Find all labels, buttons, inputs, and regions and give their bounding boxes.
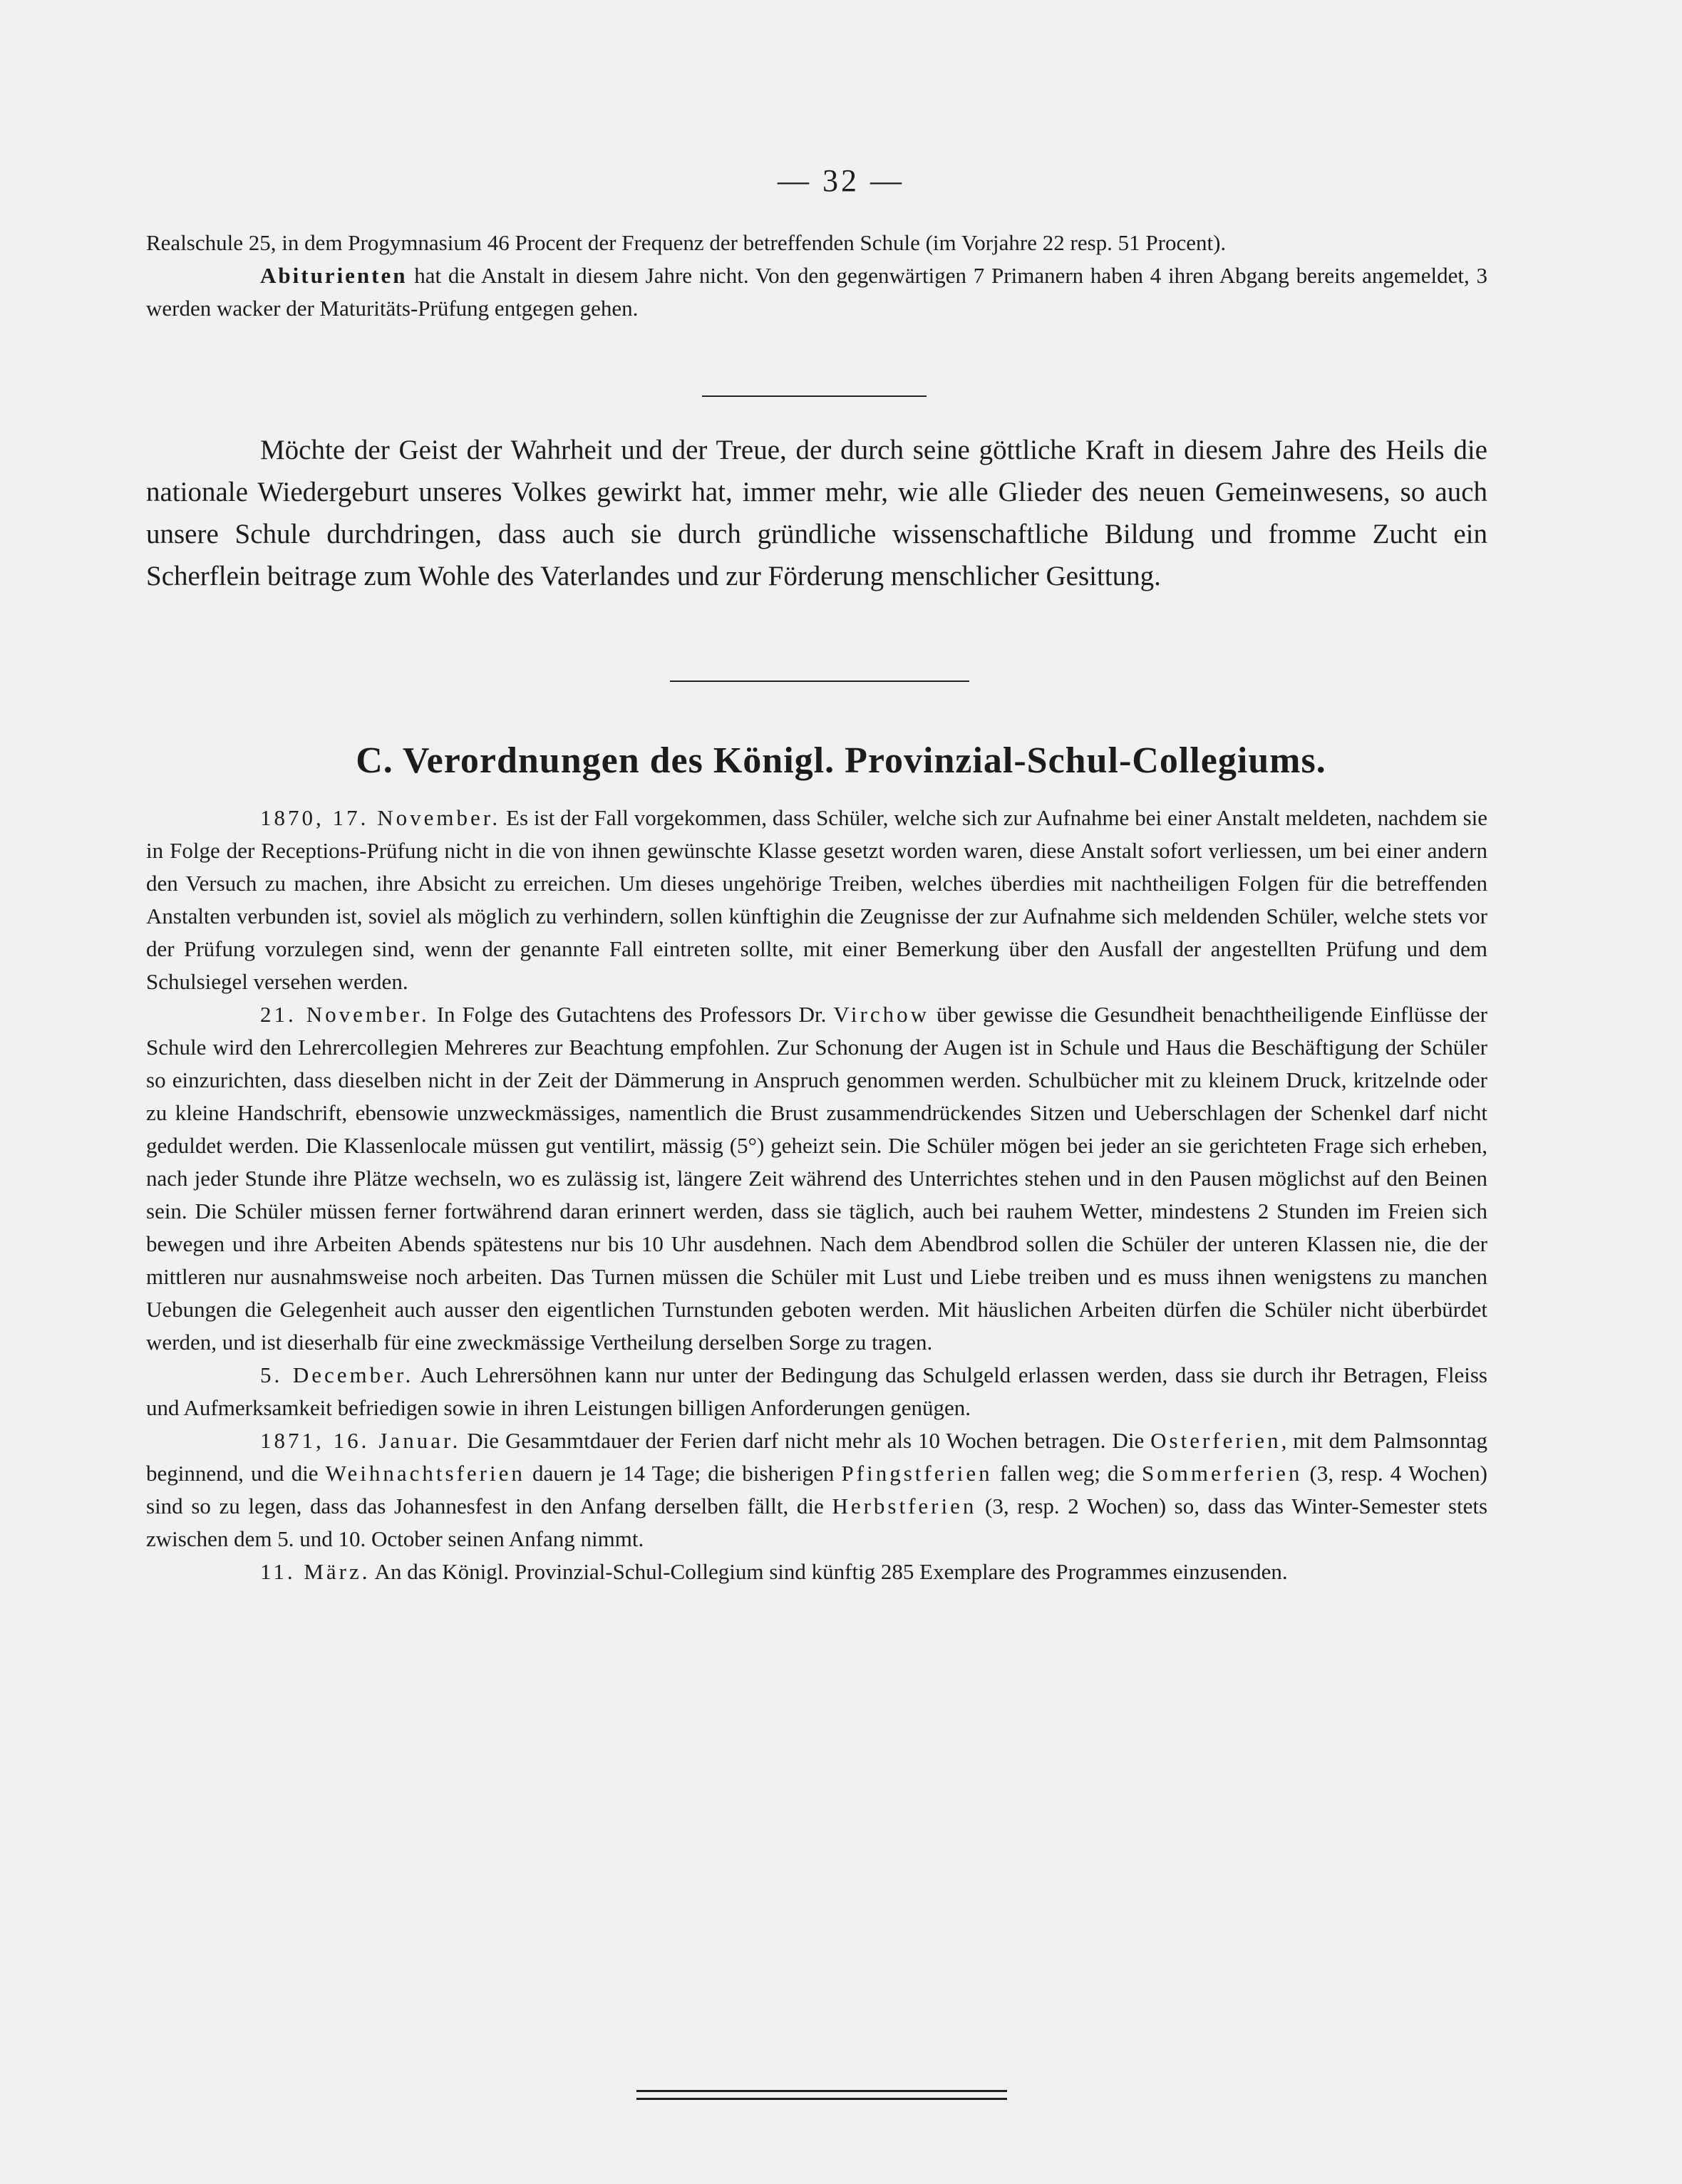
ordinance-text: , mit dem Palmsonntag beginnend, und die — [146, 1428, 1488, 1486]
ordinance-date: 5. December. — [260, 1362, 414, 1387]
ordinance-entry — [146, 1424, 1487, 1556]
closing-paragraph: Möchte der Geist der Wahrheit und der Treue, der durch seine göttliche Kraft in diesem Jahre des Heils die nationale Wiedergeburt unseres Volkes gewirkt hat, immer mehr, wie alle Glieder des neuen Gemeinwesens, so auch unsere Schule durchdringen, dass auch sie durch gründliche wissenschaftliche Bildung und fromme Zucht ein Scherflein beitrage zum Wohle des Vaterlandes und zur Förderung menschlicher Gesittung. — [146, 435, 1487, 591]
ordinance-text: Die Gesammtdauer der Ferien darf nicht mehr als 10 Wochen betragen. Die — [460, 1428, 1151, 1453]
page-number: — 32 — — [778, 163, 904, 198]
ordinance-text: Es ist der Fall vorgekommen, dass Schüler, welche sich zur Aufnahme bei einer Anstalt meldeten, nachdem sie in Folge der Receptions-Prüfung nicht in die von ihnen gewünschte Klasse gesetzt worden waren, diese Anstalt sofort verliessen, um bei einer andern den Versuch zu machen, ihre Absicht zu erreichen. Um dieses ungehörige Treiben, welches überdies mit nachtheiligen Folgen für die betreffenden Anstalten verbunden ist, soviel als möglich zu verhindern, sollen künftighin die Zeugnisse der zur Aufnahme sich meldenden Schüler, welche stets vor der Prüfung vorzulegen sind, wenn der genannte Fall eintreten sollte, mit einer Bemerkung über den Ausfall der angestellten Prüfung und dem Schulsiegel versehen werden. — [146, 805, 1488, 994]
ordinance-date: 11. März. — [260, 1559, 371, 1584]
ordinance-date: 21. November. — [260, 1002, 430, 1027]
ordinance-text: über gewisse die Gesundheit benachtheiligende Einflüsse der Schule wird den Lehrercollegien Mehreres zur Beachtung empfohlen. Zur Schonung der Augen ist in Schule und Haus die Beschäftigung der Schüler so einzurichten, dass dieselben nicht in der Zeit der Dämmerung in Anspruch genommen werden. Schulbücher mit zu kleinem Druck, kritzelnde oder zu kleine Handschrift, ebensowie unzweckmässiges, namentlich die Brust zusammendrückendes Sitzen und Ueberschlagen der Schenkel darf nicht geduldet werden. Die Klassenlocale müssen gut ventilirt, mässig (5°) geheizt sein. Die Schüler mögen bei jeder an sie gerichteten Frage sich erheben, nach jeder Stunde ihre Plätze wechseln, wo es zulässig ist, längere Zeit während des Unterrichtes stehen und in den Pausen möglichst auf den Beinen sein. Die Schüler müssen ferner fortwährend daran erinnert werden, dass sie täglich, auch bei rauhem Wetter, mindestens 2 Stunden im Freien sich bewegen und ihre Arbeiten Abends spätestens nur bis 10 Uhr ausdehnen. Nach dem Abendbrod sollen die Schüler der unteren Klassen nie, die der mittleren nur ausnahmsweise noch arbeiten. Das Turnen müssen die Schüler mit Lust und Liebe treiben und es muss ihnen wenigstens zu manchen Uebungen die Gelegenheit auch ausser den eigentlichen Turnstunden geboten werden. Mit häuslichen Arbeiten dürfen die Schüler nicht überbürdet werden, und ist dieserhalb für eine zweckmässige Vertheilung derselben Sorge zu tragen. — [146, 1002, 1487, 1355]
person-name: Virchow — [833, 1002, 929, 1027]
ordinance-text: fallen weg; die — [992, 1461, 1142, 1486]
holiday-term: Herbstferien — [832, 1494, 977, 1518]
ordinance-entry — [146, 802, 1487, 998]
holiday-term: Sommerferien — [1142, 1461, 1303, 1486]
abiturienten-text: hat die Anstalt in diesem Jahre nicht. Von den gegenwärtigen 7 Primanern haben 4 ihren Abgang bereits angemeldet, 3 werden wacker der Maturitäts-Prüfung entgegen gehen. — [146, 263, 1487, 321]
closing-wish — [146, 429, 1487, 597]
section-heading: C. Verordnungen des Königl. Provinzial-Schul-Collegiums. — [356, 740, 1326, 781]
holiday-term: Weihnachtsferien — [325, 1461, 525, 1486]
heading-divider — [670, 680, 969, 682]
intro-paragraph: Realschule 25, in dem Progymnasium 46 Procent der Frequenz der betreffenden Schule (im Vorjahre 22 resp. 51 Procent). — [146, 230, 1227, 255]
ordinance-entry — [146, 1556, 1487, 1588]
holiday-term: Osterferien — [1150, 1428, 1281, 1453]
holiday-term: Pfingstferien — [841, 1461, 993, 1486]
ordinance-entry — [146, 1359, 1487, 1424]
ordinance-text: An das Königl. Provinzial-Schul-Collegium sind künftig 285 Exemplare des Programmes einzusenden. — [370, 1559, 1288, 1584]
ordinance-text: (3, resp. 4 Wochen) sind so zu legen, dass das Johannesfest in den Anfang derselben fällt, die — [146, 1461, 1488, 1518]
ordinance-text: Auch Lehrersöhnen kann nur unter der Bedingung das Schulgeld erlassen werden, dass sie durch ihr Betragen, Fleiss und Aufmerksamkeit befriedigen sowie in ihren Leistungen billigen Anforderungen genügen. — [146, 1362, 1487, 1420]
end-double-rule — [636, 2090, 1007, 2100]
abiturienten-term: Abiturienten — [260, 263, 408, 288]
abiturienten-paragraph — [146, 259, 1487, 325]
ordinance-date: 1871, 16. Januar. — [260, 1428, 461, 1453]
ordinance-date: 1870, 17. November. — [260, 805, 501, 830]
ordinance-text: dauern je 14 Tage; die bisherigen — [525, 1461, 842, 1486]
section-divider — [702, 395, 927, 397]
ordinances-section — [146, 802, 1487, 1588]
ordinance-text: In Folge des Gutachtens des Professors Dr. — [429, 1002, 834, 1027]
ordinance-entry — [146, 998, 1487, 1359]
intro-section — [146, 227, 1487, 325]
ordinance-text: (3, resp. 2 Wochen) so, dass das Winter-Semester stets zwischen dem 5. und 10. October seinen Anfang nimmt. — [146, 1494, 1488, 1551]
